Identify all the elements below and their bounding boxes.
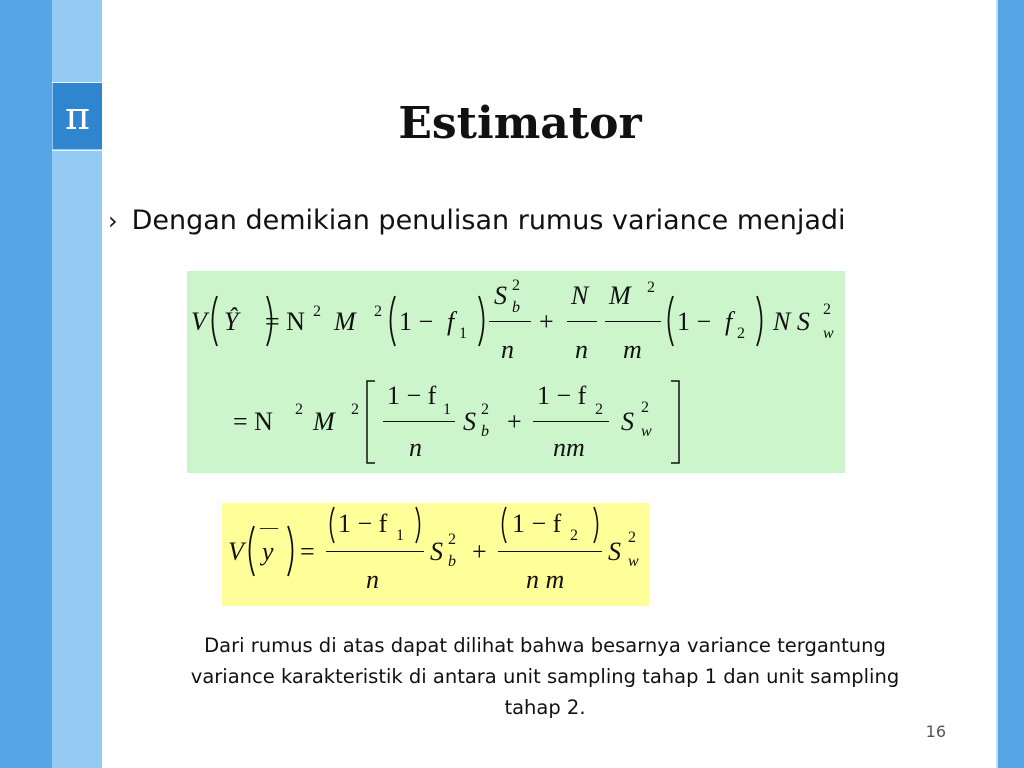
sub-1: 1 (459, 325, 467, 342)
sub-2: 2 (737, 325, 745, 342)
math-nm: n m (526, 565, 565, 594)
fraction-bar (383, 421, 455, 422)
math-N: N (571, 281, 589, 310)
fraction-bar (326, 551, 424, 552)
math-one-minus: 1 − (677, 307, 712, 336)
math-V: V (191, 307, 207, 336)
exp-2: 2 (374, 303, 382, 320)
sub-b: b (448, 553, 456, 570)
left-accent-strip-dark (0, 0, 52, 768)
chevron-right-icon: › (108, 206, 118, 235)
math-plus: + (539, 307, 554, 336)
math-n: n (366, 565, 379, 594)
sub-b: b (481, 423, 489, 440)
right-accent-strip (998, 0, 1024, 768)
exp-2: 2 (448, 531, 456, 548)
bullet-item (108, 205, 846, 236)
math-numerator: 1 − f (537, 381, 587, 410)
math-n: n (409, 433, 422, 462)
sub-1: 1 (396, 527, 404, 544)
bullet-text: Dengan demikian penulisan rumus variance menjadi (131, 205, 846, 236)
math-f: f (447, 307, 455, 336)
sub-b: b (512, 299, 520, 316)
formula-box-general (187, 271, 845, 473)
math-M: M (334, 307, 356, 336)
exp-2: 2 (512, 277, 520, 294)
exp-2: 2 (351, 401, 359, 418)
sub-2: 2 (570, 527, 578, 544)
sub-w: w (641, 423, 652, 440)
math-S: S (608, 537, 621, 566)
fraction-bar (498, 551, 602, 552)
math-n: n (575, 335, 588, 364)
exp-2: 2 (628, 529, 636, 546)
fraction-bar (489, 321, 531, 322)
fraction-bar (567, 321, 597, 322)
math-numerator: 1 − f (387, 381, 437, 410)
sub-w: w (823, 325, 834, 342)
exp-2: 2 (313, 303, 321, 320)
math-S: S (621, 407, 634, 436)
math-numerator: 1 − f (512, 509, 562, 538)
math-nm: nm (553, 433, 585, 462)
divider (52, 150, 104, 151)
math-f: f (725, 307, 733, 336)
math-numerator: 1 − f (338, 509, 388, 538)
math-eq: = (300, 537, 315, 566)
math-N-S: N S (773, 307, 810, 336)
exp-2: 2 (823, 301, 831, 318)
math-S: S (494, 281, 507, 310)
math-S: S (463, 407, 476, 436)
math-eq-N: = N (233, 407, 273, 436)
math-V: V (228, 537, 244, 566)
slide-title: Estimator (398, 98, 642, 149)
math-ybar: y (262, 537, 274, 566)
sub-w: w (628, 553, 639, 570)
math-plus: + (472, 537, 487, 566)
math-one-minus: 1 − (399, 307, 434, 336)
formula-box-equal-size (222, 503, 649, 606)
math-eq-N: = N (265, 307, 305, 336)
math-S: S (430, 537, 443, 566)
fraction-bar (533, 421, 609, 422)
fraction-bar (605, 321, 661, 322)
logo-symbol: π (65, 94, 90, 138)
pi-symbol-icon (53, 83, 102, 149)
explanation-note: Dari rumus di atas dapat dilihat bahwa besarnya variance tergantung variance karakteristik di antara unit sampling tahap 1 dan unit sampling tahap 2. (190, 634, 900, 719)
exp-2: 2 (481, 401, 489, 418)
math-M: M (313, 407, 335, 436)
exp-2: 2 (641, 399, 649, 416)
page-number: 16 (925, 722, 946, 741)
math-n: n (501, 335, 514, 364)
exp-2: 2 (647, 279, 655, 296)
math-Yhat: Ŷ (224, 307, 239, 336)
math-m: m (623, 335, 642, 364)
math-M: M (609, 281, 631, 310)
math-plus: + (507, 407, 522, 436)
exp-2: 2 (295, 401, 303, 418)
sub-2: 2 (595, 401, 603, 418)
sub-1: 1 (443, 401, 451, 418)
bar-accent: — (260, 517, 278, 537)
